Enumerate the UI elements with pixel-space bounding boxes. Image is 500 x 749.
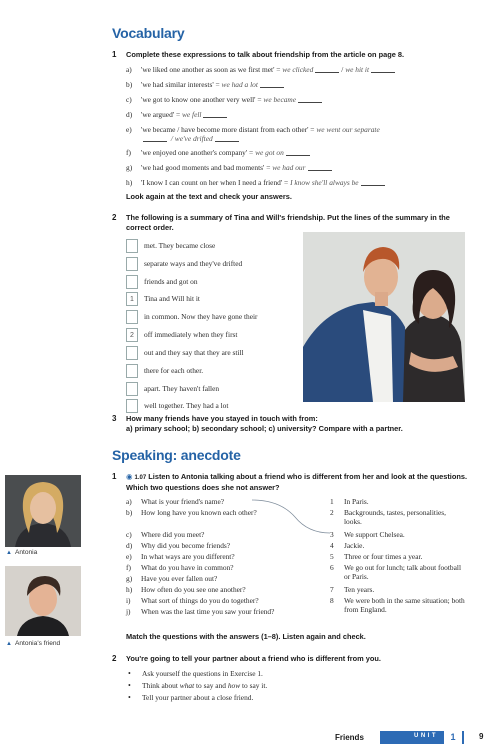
summary-line: friends and got on	[126, 274, 198, 290]
vocab-item-b: b) 'we had similar interests' = we had a lot	[126, 80, 466, 89]
question-a: a) What is your friend's name?	[126, 497, 225, 506]
answer-blank[interactable]	[203, 117, 227, 118]
antonia-caption: ▲ Antonia	[6, 549, 38, 556]
summary-line: 2 off immediately when they first	[126, 327, 237, 343]
order-box[interactable]	[126, 399, 138, 413]
order-box[interactable]	[126, 382, 138, 396]
unit-tab	[380, 731, 464, 744]
question-b: b) How long have you known each other?	[126, 508, 257, 517]
answer-blank[interactable]	[371, 72, 395, 73]
exercise-instruction: Complete these expressions to talk about friendship from the article on page 8.	[126, 50, 405, 59]
bullet-item: • Ask yourself the questions in Exercise 1.	[128, 669, 263, 678]
answer-1: 1 In Paris.	[330, 497, 369, 506]
vocab-item-h: h) 'I know I can count on her when I need a friend' = I know she'll always be	[126, 178, 466, 187]
exercise-number: 1	[112, 50, 117, 59]
exercise-number: 2	[112, 654, 117, 663]
vocab-item-g: g) 'we had good moments and bad moments' = we had our	[126, 163, 466, 172]
order-box[interactable]	[126, 364, 138, 378]
question-e: e) In what ways are you different?	[126, 552, 235, 561]
order-box[interactable]	[126, 275, 138, 289]
vocab-item-a: a) 'we liked one another as soon as we first met' = we clicked / we hit it	[126, 65, 466, 74]
exercise-instruction: ◉ 1.07 Listen to Antonia talking about a friend who is different from her and look at the questions. Which two questions does she not answer?	[126, 472, 468, 492]
vocabulary-heading: Vocabulary	[112, 25, 185, 41]
order-box[interactable]: 1	[126, 292, 138, 306]
vocab-item-e: e) 'we became / have become more distant from each other' = we went our separate / we've drifted	[126, 125, 380, 144]
summary-line: met. They became close	[126, 238, 215, 254]
answer-blank[interactable]	[215, 141, 239, 142]
answer-blank[interactable]	[298, 102, 322, 103]
summary-line: well together. They had a lot	[126, 398, 228, 414]
speaking-heading: Speaking: anecdote	[112, 447, 241, 463]
question-f: f) What do you have in common?	[126, 563, 234, 572]
question-d: d) Why did you become friends?	[126, 541, 231, 550]
answer-blank[interactable]	[143, 141, 167, 142]
question-h: h) How often do you see one another?	[126, 585, 246, 594]
order-box[interactable]: 2	[126, 328, 138, 342]
check-answers-instruction: Look again at the text and check your answers.	[126, 192, 292, 201]
answer-blank[interactable]	[315, 72, 339, 73]
triangle-icon: ▲	[6, 550, 12, 556]
bullet-item: • Tell your partner about a close friend.	[128, 693, 254, 702]
order-box[interactable]	[126, 310, 138, 324]
tina-and-will-photo	[303, 232, 465, 402]
exercise-number: 1	[112, 472, 117, 481]
summary-line: there for each other.	[126, 363, 203, 379]
exercise-instruction-line1: How many friends have you stayed in touch with from:	[126, 414, 318, 423]
summary-line: out and they say that they are still	[126, 345, 244, 361]
order-box[interactable]	[126, 257, 138, 271]
bullet-item: • Think about what to say and how to say it.	[128, 681, 268, 690]
antonia-photo	[5, 475, 81, 547]
exercise-instruction: The following is a summary of Tina and Will's friendship. Put the lines of the summary in the correct order.	[126, 213, 450, 232]
match-instruction: Match the questions with the answers (1–8). Listen again and check.	[126, 632, 366, 641]
answer-2: 2 Backgrounds, tastes, personalities, looks.	[330, 508, 447, 527]
question-j: j) When was the last time you saw your friend?	[126, 607, 275, 616]
vocab-item-d: d) 'we argued' = we fell	[126, 110, 466, 119]
order-box[interactable]	[126, 346, 138, 360]
antonias-friend-caption: ▲ Antonia's friend	[6, 640, 61, 647]
unit-label: UNIT	[414, 733, 438, 739]
answer-3: 3 We support Chelsea.	[330, 530, 405, 539]
answer-blank[interactable]	[308, 170, 332, 171]
answer-blank[interactable]	[260, 87, 284, 88]
summary-line: 1 Tina and Will hit it	[126, 291, 200, 307]
exercise-number: 2	[112, 213, 117, 222]
exercise-instruction-line2: a) primary school; b) secondary school; c) university? Compare with a partner.	[126, 424, 403, 433]
answer-8: 8 We were both in the same situation; both from England.	[330, 596, 465, 615]
answer-4: 4 Jackie.	[330, 541, 365, 550]
question-i: i) What sort of things do you do together?	[126, 596, 259, 605]
summary-line: apart. They haven't fallen	[126, 381, 219, 397]
question-c: c) Where did you meet?	[126, 530, 205, 539]
order-box[interactable]	[126, 239, 138, 253]
page-number: 9	[479, 732, 484, 741]
answer-blank[interactable]	[361, 185, 385, 186]
answer-7: 7 Ten years.	[330, 585, 375, 594]
answer-blank[interactable]	[286, 155, 310, 156]
summary-line: separate ways and they've drifted	[126, 256, 242, 272]
question-g: g) Have you ever fallen out?	[126, 574, 218, 583]
exercise-number: 3	[112, 414, 117, 423]
answer-6: 6 We go out for lunch; talk about football or Paris.	[330, 563, 462, 582]
section-name: Friends	[335, 733, 364, 742]
triangle-icon: ▲	[6, 641, 12, 647]
track-number: 1.07	[134, 475, 147, 481]
summary-line: in common. Now they have gone their	[126, 309, 258, 325]
exercise-instruction: You're going to tell your partner about a friend who is different from you.	[126, 654, 381, 663]
vocab-item-c: c) 'we got to know one another very well' = we became	[126, 95, 466, 104]
audio-icon[interactable]: ◉	[126, 472, 133, 481]
answer-5: 5 Three or four times a year.	[330, 552, 423, 561]
unit-number: 1	[444, 731, 462, 744]
antonias-friend-photo	[5, 566, 81, 636]
vocab-item-f: f) 'we enjoyed one another's company' = we got on	[126, 148, 466, 157]
